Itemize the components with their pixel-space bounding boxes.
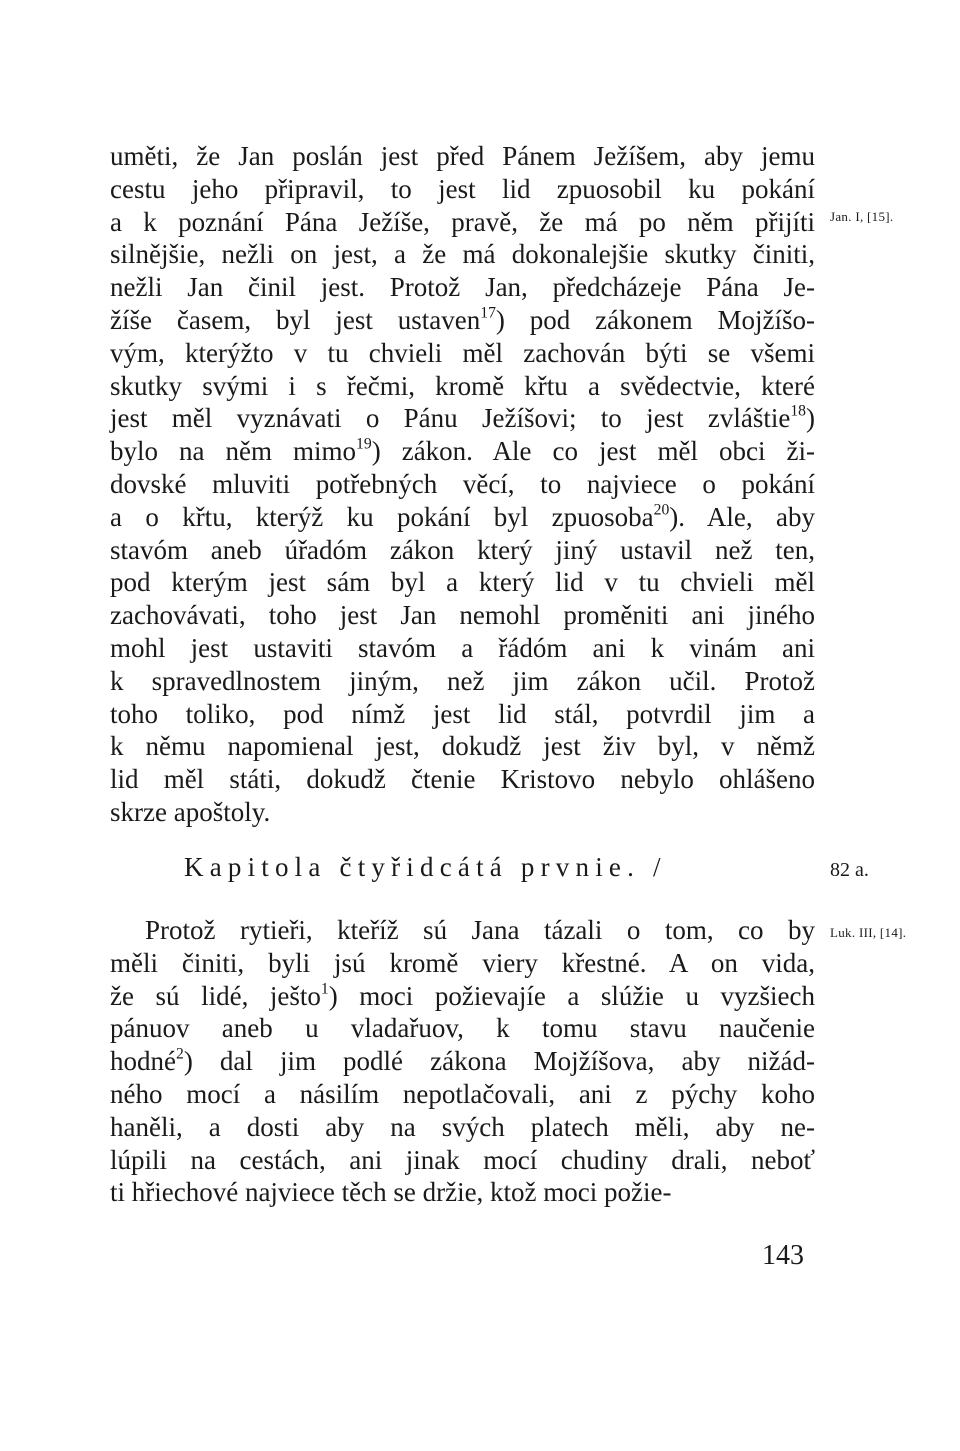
text-segment: ti hřiechové najviece těch se držie, ktož moci požie- bbox=[110, 1177, 672, 1208]
text-line bbox=[110, 1012, 815, 1045]
text-segment: zachovávati, toho jest Jan nemohl proměniti ani jiného bbox=[110, 600, 815, 631]
text-line bbox=[110, 206, 815, 239]
text-line bbox=[110, 435, 815, 468]
text-line bbox=[110, 1045, 815, 1078]
text-line bbox=[110, 140, 815, 173]
text-segment: ) pod zákonem Mojžíšo- bbox=[495, 304, 815, 335]
text-line bbox=[110, 304, 815, 337]
chapter-heading: Kapitola čtyřidcátá prvnie. / bbox=[184, 852, 667, 882]
text-line bbox=[110, 370, 815, 403]
text-line bbox=[110, 796, 815, 829]
text-line bbox=[110, 1111, 815, 1144]
text-segment: ) moci požievajíe a slúžie u vyzšiech bbox=[328, 980, 815, 1011]
footnote-marker: 19 bbox=[356, 435, 372, 453]
text-line bbox=[110, 337, 815, 370]
footnote-marker: 18 bbox=[790, 403, 806, 421]
text-segment: mohl jest ustaviti stavóm a řádóm ani k vinám ani bbox=[110, 632, 815, 663]
text-segment: skutky svými i s řečmi, kromě křtu a svědectvie, které bbox=[110, 370, 815, 401]
text-line bbox=[110, 468, 815, 501]
text-segment: uměti, že Jan poslán jest před Pánem Ježíšem, aby jemu bbox=[110, 141, 815, 171]
text-segment: a o křtu, kterýž ku pokání byl zpuosoba bbox=[110, 501, 654, 532]
text-segment: silnějšie, nežli on jest, a že má dokonalejšie skutky činiti, bbox=[110, 239, 815, 270]
text-segment: jest měl vyznávati o Pánu Ježíšovi; to jest zvláštie bbox=[110, 403, 791, 434]
text-line bbox=[110, 238, 815, 271]
text-line bbox=[110, 173, 815, 206]
text-line bbox=[110, 914, 815, 947]
text-segment: nežli Jan činil jest. Protož Jan, předcházeje Pána Je- bbox=[110, 272, 815, 303]
text-segment: ného mocí a násilím nepotlačovali, ani z pýchy koho bbox=[110, 1078, 815, 1109]
text-line bbox=[110, 730, 815, 763]
text-segment: ) bbox=[806, 403, 815, 434]
text-segment: cestu jeho připravil, to jest lid zpuosobil ku pokání bbox=[110, 173, 815, 204]
text-line bbox=[110, 599, 815, 632]
text-segment: měli činiti, byli jsú kromě viery křestné. A on vida, bbox=[110, 947, 815, 978]
text-segment: haněli, a dosti aby na svých platech měli, aby ne- bbox=[110, 1111, 815, 1142]
folio-note: 82 a. bbox=[830, 859, 869, 881]
text-segment: pod kterým jest sám byl a který lid v tu chvieli měl bbox=[110, 567, 815, 598]
text-segment: toho toliko, pod nímž jest lid stál, potvrdil jim a bbox=[110, 698, 815, 729]
paragraph-1 bbox=[110, 140, 815, 829]
text-segment: žíše časem, byl jest ustaven bbox=[110, 304, 481, 335]
text-segment: pánuov aneb u vladařuov, k tomu stavu naučenie bbox=[110, 1013, 815, 1044]
text-segment: skrze apoštoly. bbox=[110, 796, 271, 827]
text-segment: Protož rytieři, kteříž sú Jana tázali o tom, co by bbox=[145, 915, 815, 945]
margin-note-jan: Jan. I, [15]. bbox=[830, 209, 894, 224]
text-segment: lúpili na cestách, ani jinak mocí chudiny drali, neboť bbox=[110, 1144, 815, 1175]
page-number: 143 bbox=[762, 1240, 804, 1271]
text-line bbox=[110, 1144, 815, 1177]
text-line bbox=[110, 566, 815, 599]
text-line bbox=[110, 271, 815, 304]
text-segment: dovské mluviti potřebných věcí, to najviece o pokání bbox=[110, 468, 815, 499]
footnote-marker: 17 bbox=[480, 304, 496, 322]
text-line bbox=[110, 501, 815, 534]
text-line bbox=[110, 1078, 815, 1111]
footnote-marker: 2 bbox=[175, 1045, 184, 1063]
text-line bbox=[110, 402, 815, 435]
text-line bbox=[110, 665, 815, 698]
paragraph-2 bbox=[110, 914, 815, 1209]
text-segment: hodné bbox=[110, 1046, 176, 1077]
text-segment: že sú lidé, ješto bbox=[110, 980, 321, 1011]
text-segment: vým, kterýžto v tu chvieli měl zachován býti se všemi bbox=[110, 337, 815, 368]
text-segment: k němu napomienal jest, dokudž jest živ byl, v němž bbox=[110, 731, 815, 762]
text-line bbox=[110, 947, 815, 980]
text-line bbox=[110, 980, 815, 1013]
text-line bbox=[110, 534, 815, 567]
footnote-marker: 20 bbox=[653, 501, 670, 519]
text-segment: stavóm aneb úřadóm zákon který jiný ustavil než ten, bbox=[110, 534, 815, 565]
text-line bbox=[110, 698, 815, 731]
text-line bbox=[110, 632, 815, 665]
text-segment: lid měl státi, dokudž čtenie Kristovo nebylo ohlášeno bbox=[110, 764, 815, 795]
text-line bbox=[110, 1176, 815, 1209]
text-segment: ) dal jim podlé zákona Mojžíšova, aby nižád- bbox=[183, 1046, 815, 1077]
text-segment: bylo na něm mimo bbox=[110, 436, 357, 467]
text-segment: ) zákon. Ale co jest měl obci ži- bbox=[371, 436, 815, 467]
text-line bbox=[110, 763, 815, 796]
text-segment: a k poznání Pána Ježíše, pravě, že má po něm přijíti bbox=[110, 206, 815, 237]
footnote-marker: 1 bbox=[320, 980, 329, 998]
text-segment: k spravedlnostem jiným, než jim zákon učil. Protož bbox=[110, 665, 815, 696]
text-segment: ). Ale, aby bbox=[669, 501, 815, 532]
margin-note-luk: Luk. III, [14]. bbox=[830, 925, 907, 940]
